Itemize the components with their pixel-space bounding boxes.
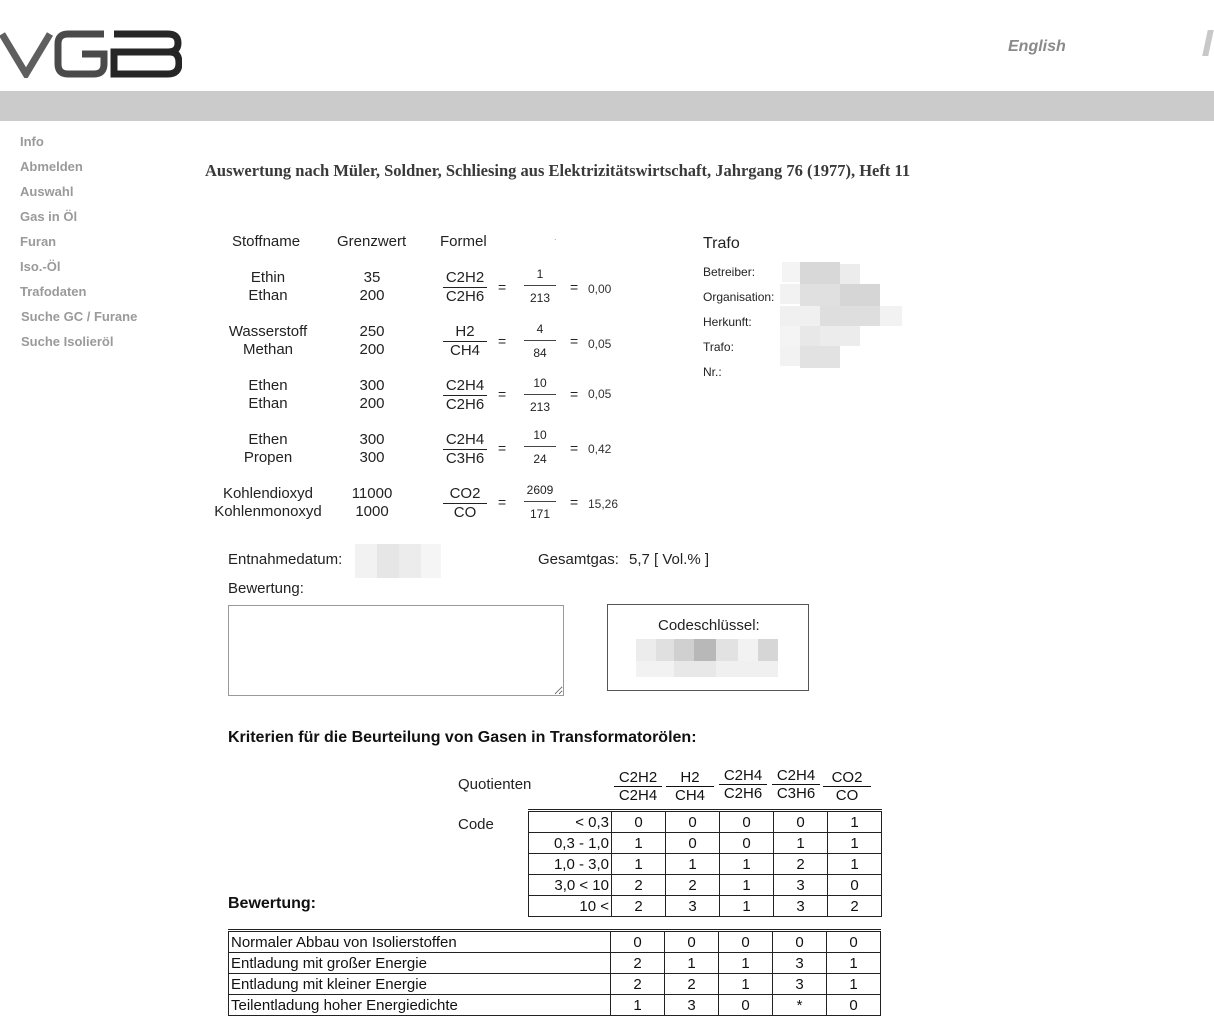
code-cell: 2	[611, 953, 665, 974]
gesamtgas-label: Gesamtgas:	[538, 551, 619, 568]
code-label: Code	[458, 816, 494, 833]
header-extra: .	[554, 232, 557, 242]
code-cell: 0	[665, 931, 719, 953]
nav-item-trafodaten[interactable]: Trafodaten	[20, 284, 87, 299]
evaluation-desc: Entladung mit kleiner Energie	[229, 974, 611, 995]
quotient-fraction: CO2 CO	[823, 769, 871, 804]
header-grenzwert: Grenzwert	[337, 233, 407, 250]
equals-sign: =	[570, 494, 579, 510]
value-fraction: $\frac{4}{84}$	[524, 321, 556, 361]
code-cell: 3	[773, 953, 827, 974]
code-cell: 1	[612, 833, 666, 854]
code-cell: 1	[828, 854, 882, 875]
quotienten-label: Quotienten	[458, 776, 532, 793]
code-cell: 3	[774, 896, 828, 917]
value-fraction: $\frac{1}{213}$	[524, 266, 556, 306]
equals-sign: =	[498, 386, 507, 402]
nav-item-gas-in-oel[interactable]: Gas in Öl	[20, 209, 78, 224]
codeschluessel-box	[607, 604, 809, 691]
code-cell: 0	[666, 833, 720, 854]
code-cell: 0	[774, 811, 828, 833]
code-cell: 2	[665, 974, 719, 995]
range-cell: 10 <	[529, 896, 612, 917]
quotient-fraction: H2 CH4	[666, 769, 714, 804]
code-cell: 0	[719, 995, 773, 1016]
limit-pair: 250 200	[359, 323, 385, 358]
nav-item-auswahl[interactable]: Auswahl	[20, 184, 74, 199]
gas-name-pair: Ethin Ethan	[248, 269, 288, 304]
code-cell: 0	[611, 931, 665, 953]
nav-item-iso-oel[interactable]: Iso.-Öl	[20, 259, 61, 274]
ratio-result: 0,42	[588, 442, 612, 456]
nav-item-suche-gc-furane[interactable]: Suche GC / Furane	[21, 309, 138, 324]
code-cell: 3	[666, 896, 720, 917]
code-cell: 2	[774, 854, 828, 875]
equals-sign: =	[570, 386, 579, 402]
nav-item-info[interactable]: Info	[20, 134, 44, 149]
vgb-logo	[0, 30, 182, 78]
gas-name-pair: Ethen Propen	[243, 431, 293, 466]
formula-fraction: $\frac{C2H4}{C2H6}$	[443, 377, 487, 413]
formula-fraction: $\frac{C2H2}{C2H6}$	[443, 269, 487, 305]
formula-fraction: $\frac{CO2}{CO}$	[443, 485, 487, 521]
gas-name-pair: Wasserstoff Methan	[228, 323, 308, 358]
label-betreiber: Betreiber:	[703, 265, 756, 279]
code-cell: 3	[774, 875, 828, 896]
range-cell: 1,0 - 3,0	[529, 854, 612, 875]
ratio-result: 15,26	[588, 497, 619, 511]
equals-sign: =	[498, 494, 507, 510]
table-row	[229, 974, 881, 995]
code-cell: 1	[720, 875, 774, 896]
formula-fraction: $\frac{C2H4}{C3H6}$	[443, 431, 487, 467]
label-organisation: Organisation:	[703, 290, 775, 304]
table-row	[529, 854, 882, 875]
limit-pair: 35 200	[359, 269, 385, 304]
code-cell: 2	[612, 875, 666, 896]
formula-fraction: $\frac{H2}{CH4}$	[443, 323, 487, 359]
limit-pair: 300 200	[359, 377, 385, 412]
code-cell: 1	[666, 854, 720, 875]
code-cell: 1	[719, 953, 773, 974]
ratio-result: 0,05	[588, 387, 612, 401]
evaluation-desc: Entladung mit großer Energie	[229, 953, 611, 974]
code-cell: 0	[719, 931, 773, 953]
code-cell: 1	[612, 854, 666, 875]
evaluation-table	[228, 929, 881, 1016]
code-cell: 1	[665, 953, 719, 974]
code-cell: 0	[773, 931, 827, 953]
code-cell: 2	[828, 896, 882, 917]
entnahmedatum-value-redacted	[345, 544, 441, 578]
equals-sign: =	[570, 333, 579, 349]
equals-sign: =	[570, 440, 579, 456]
range-cell: 0,3 - 1,0	[529, 833, 612, 854]
header-edge-decoration	[1202, 30, 1214, 56]
header-formel: Formel	[440, 233, 487, 250]
code-cell: 1	[828, 833, 882, 854]
gas-name-pair: Ethen Ethan	[248, 377, 288, 412]
limit-pair: 11000 1000	[351, 485, 393, 520]
code-cell: 0	[828, 875, 882, 896]
code-cell: 1	[828, 811, 882, 833]
equals-sign: =	[498, 279, 507, 295]
label-herkunft: Herkunft:	[703, 315, 752, 329]
bewertung-label: Bewertung:	[228, 580, 304, 597]
codeschluessel-value-redacted	[636, 639, 780, 679]
value-fraction: $\frac{10}{24}$	[524, 427, 556, 467]
equals-sign: =	[498, 440, 507, 456]
table-row	[529, 875, 882, 896]
bewertung-textarea[interactable]	[228, 605, 564, 696]
table-row	[529, 896, 882, 917]
quotient-fraction: C2H4 C2H6	[719, 767, 767, 802]
code-cell: 0	[827, 995, 881, 1016]
nav-item-furan[interactable]: Furan	[20, 234, 57, 249]
nav-item-abmelden[interactable]: Abmelden	[20, 159, 83, 174]
limit-pair: 300 300	[359, 431, 385, 466]
code-cell: 1	[720, 896, 774, 917]
code-table	[528, 809, 882, 917]
ratio-result: 0,05	[588, 337, 612, 351]
trafo-title: Trafo	[703, 235, 740, 252]
codeschluessel-label: Codeschlüssel:	[658, 617, 760, 634]
header-stoffname: Stoffname	[232, 233, 301, 250]
code-cell: 1	[611, 995, 665, 1016]
code-cell: 3	[773, 974, 827, 995]
table-row	[229, 931, 881, 953]
code-cell: 0	[666, 811, 720, 833]
code-cell: 1	[719, 974, 773, 995]
label-trafo: Trafo:	[703, 340, 734, 354]
quotient-fraction: C2H4 C3H6	[772, 767, 820, 802]
gesamtgas-value: 5,7 [ Vol.% ]	[629, 551, 710, 568]
code-cell: 0	[720, 833, 774, 854]
label-nr: Nr.:	[703, 365, 722, 379]
gas-name-pair: Kohlendioxyd Kohlenmonoxyd	[214, 485, 322, 520]
code-cell: 2	[611, 974, 665, 995]
table-row	[529, 833, 882, 854]
page-title: Auswertung nach Müler, Soldner, Schliesing aus Elektrizitätswirtschaft, Jahrgang 76 (1977), Heft 11	[205, 161, 911, 180]
nav-item-suche-isolieroel[interactable]: Suche Isolieröl	[21, 334, 114, 349]
equals-sign: =	[570, 279, 579, 295]
trafo-values-redacted	[780, 262, 904, 388]
code-cell: 1	[827, 953, 881, 974]
entnahmedatum-label: Entnahmedatum:	[228, 551, 343, 568]
code-cell: 0	[827, 931, 881, 953]
code-cell: 3	[665, 995, 719, 1016]
code-cell: 0	[612, 811, 666, 833]
code-cell: 2	[666, 875, 720, 896]
value-fraction: $\frac{2609}{171}$	[524, 482, 556, 522]
code-cell: 1	[827, 974, 881, 995]
value-fraction: $\frac{10}{213}$	[524, 375, 556, 415]
code-cell: 2	[612, 896, 666, 917]
range-cell: < 0,3	[529, 811, 612, 833]
language-link-english[interactable]: English	[1008, 38, 1066, 55]
bewertung-heading: Bewertung:	[228, 895, 316, 912]
equals-sign: =	[498, 333, 507, 349]
table-row	[229, 953, 881, 974]
header-bar	[0, 91, 1214, 121]
code-cell: 0	[720, 811, 774, 833]
evaluation-desc: Teilentladung hoher Energiedichte	[229, 995, 611, 1016]
range-cell: 3,0 < 10	[529, 875, 612, 896]
code-cell: 1	[774, 833, 828, 854]
evaluation-desc: Normaler Abbau von Isolierstoffen	[229, 931, 611, 953]
quotient-fraction: C2H2 C2H4	[614, 769, 662, 804]
table-row	[229, 995, 881, 1016]
code-cell: *	[773, 995, 827, 1016]
table-row	[529, 811, 882, 833]
ratio-result: 0,00	[588, 282, 612, 296]
criteria-title: Kriterien für die Beurteilung von Gasen in Transformatorölen:	[228, 729, 697, 746]
code-cell: 1	[720, 854, 774, 875]
